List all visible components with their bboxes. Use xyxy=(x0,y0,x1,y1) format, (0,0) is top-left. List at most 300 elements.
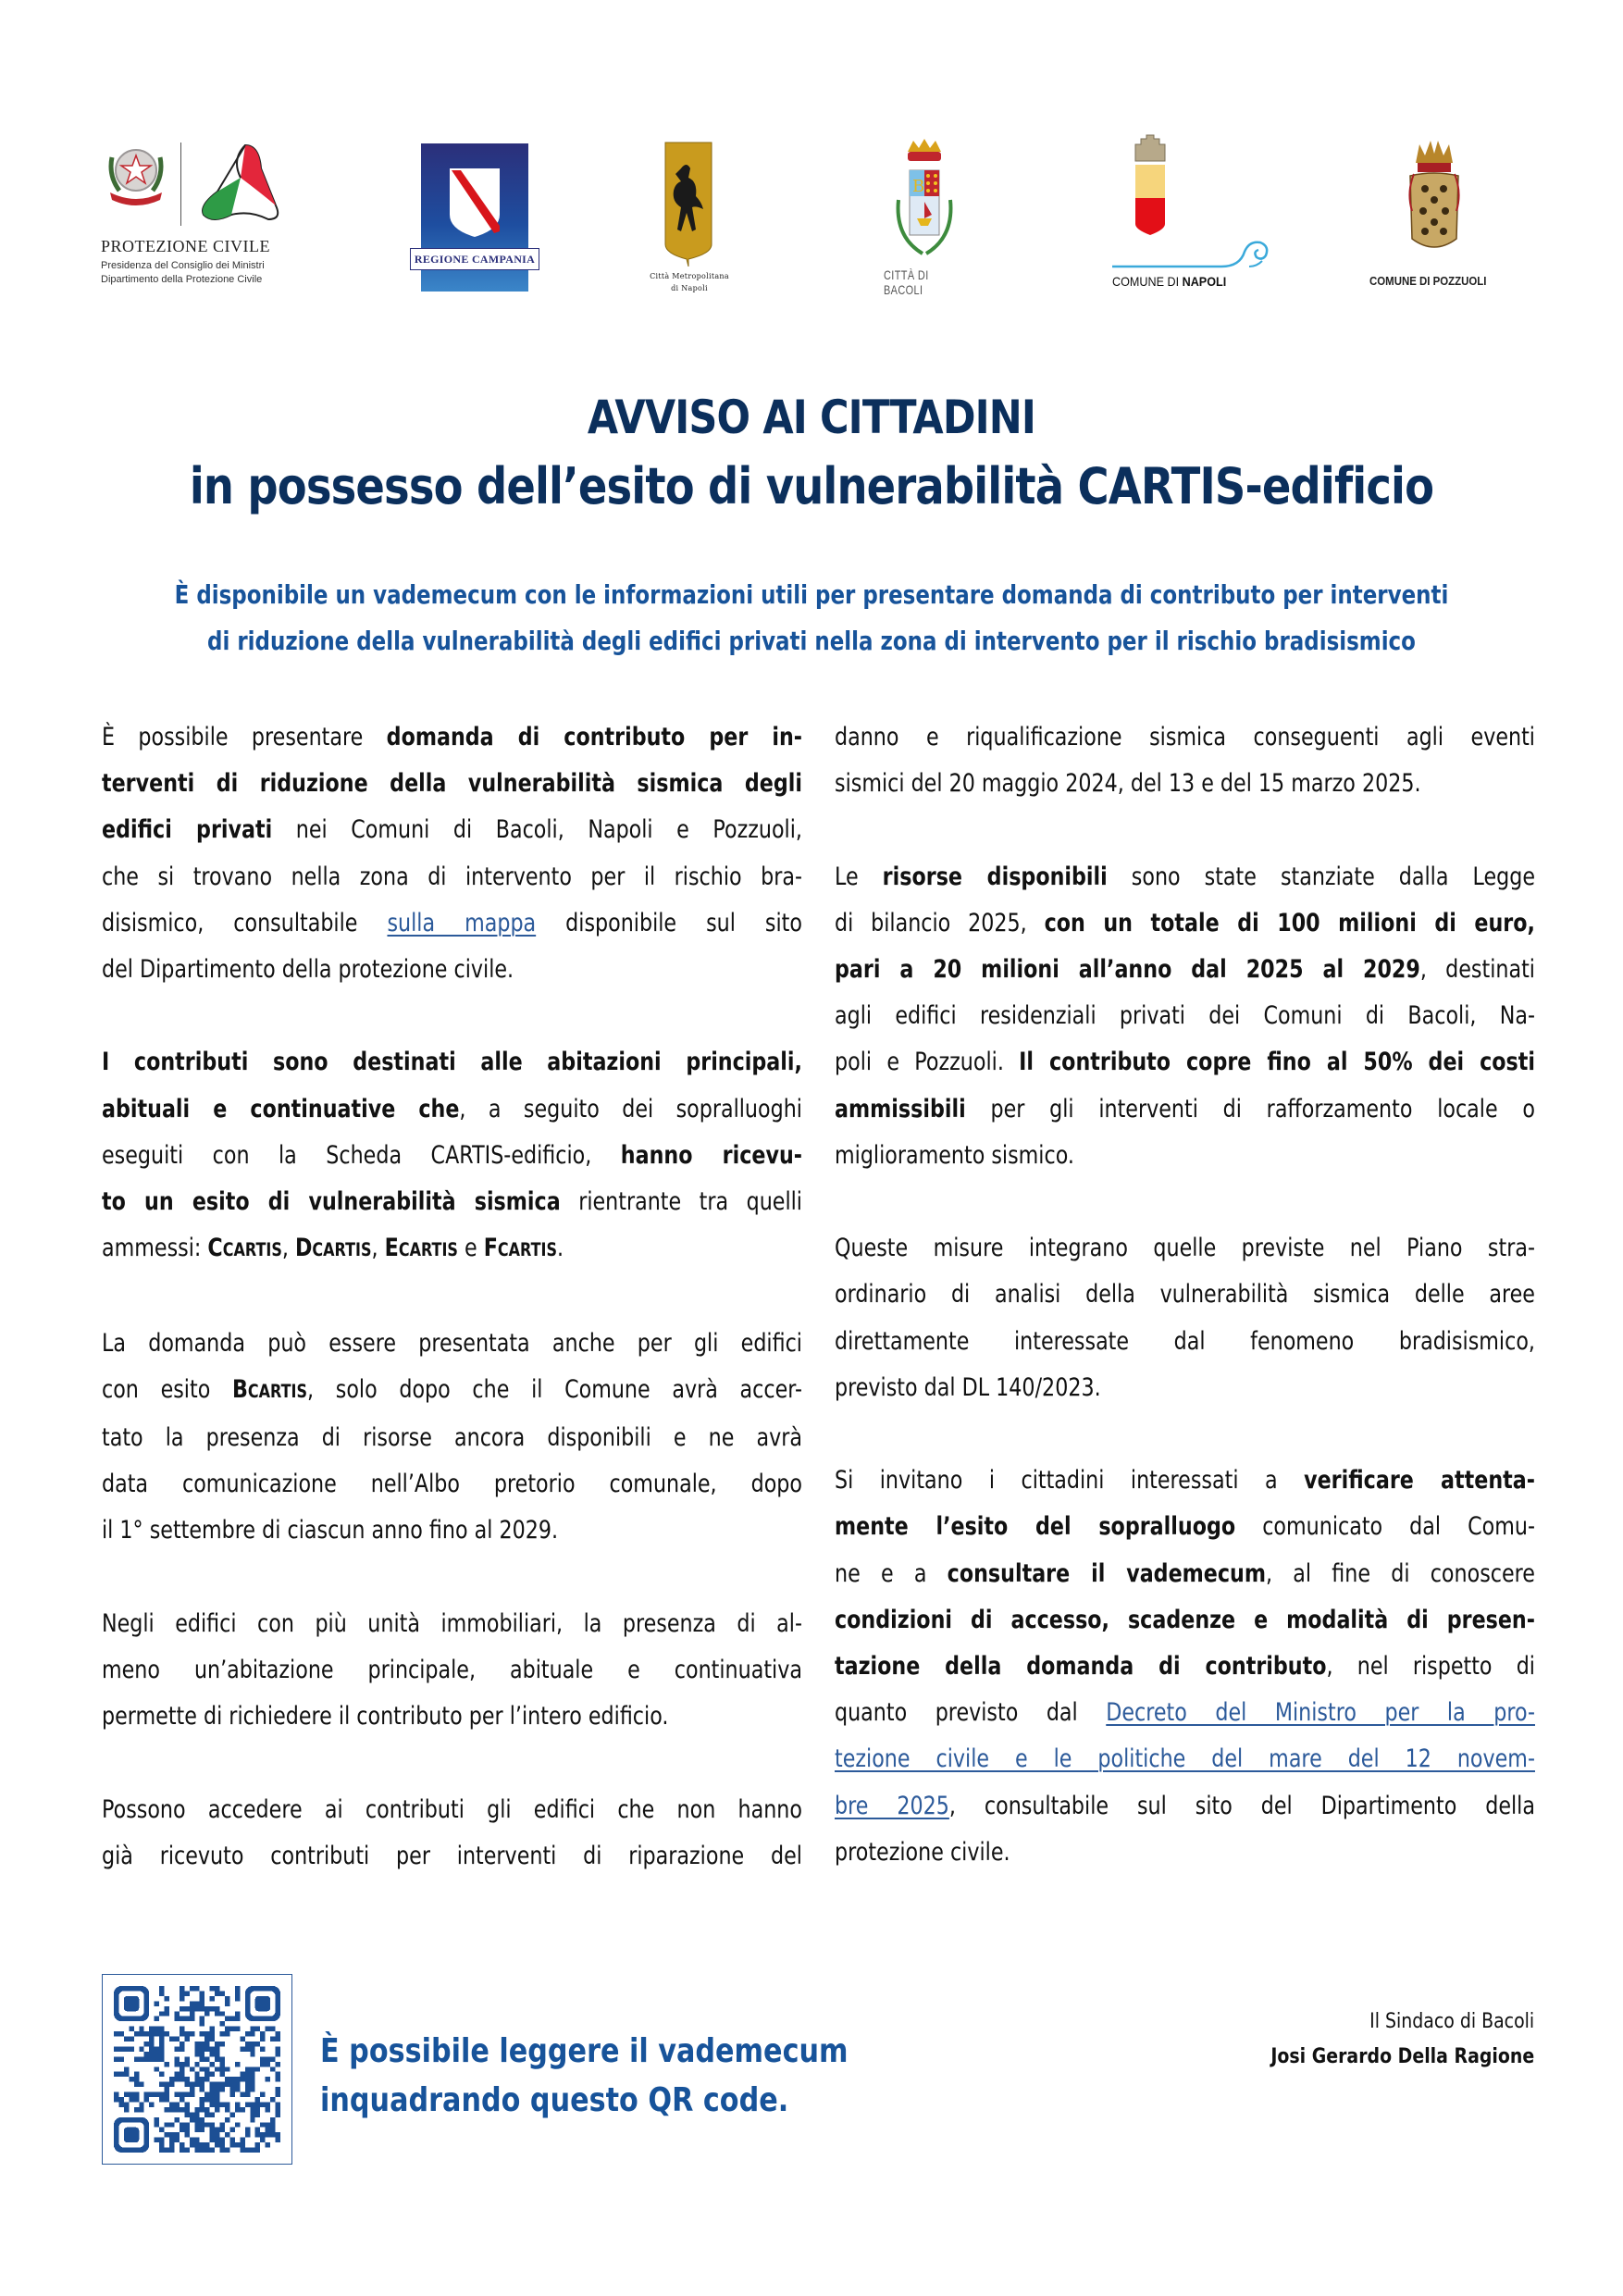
right-column xyxy=(835,714,1535,1922)
text-line: meno un’abitazione principale, abituale e continuativa xyxy=(102,1656,802,1685)
regione-campania-logo xyxy=(395,130,534,278)
qr-module xyxy=(276,2107,280,2112)
qr-module xyxy=(149,2046,154,2051)
qr-module xyxy=(200,2148,204,2153)
qr-module xyxy=(180,2046,184,2051)
qr-module xyxy=(180,2072,184,2077)
qr-module xyxy=(159,2037,164,2042)
text-line: Queste misure integrano quelle previste nel Piano stra- xyxy=(835,1234,1535,1263)
qr-module xyxy=(235,2062,240,2066)
qr-module xyxy=(250,2052,254,2056)
qr-module xyxy=(194,2001,199,2005)
qr-module xyxy=(155,2017,159,2021)
qr-module xyxy=(210,2031,215,2036)
text: nei Comuni di Bacoli, Napoli e Pozzuoli, xyxy=(272,815,802,845)
qr-module xyxy=(174,2037,179,2042)
bold-text: con un totale di 100 milioni di euro, xyxy=(1044,908,1535,937)
qr-module xyxy=(215,2052,219,2056)
qr-module xyxy=(225,2077,229,2081)
text-line: tato la presenza di risorse ancora disponibili e ne avrà xyxy=(102,1423,802,1453)
qr-module xyxy=(250,2077,254,2081)
napoli-crest-icon xyxy=(1132,133,1169,237)
protezione-civile-title: PROTEZIONE CIVILE xyxy=(101,237,270,255)
map-link[interactable]: sulla mappa xyxy=(387,908,537,937)
qr-module xyxy=(266,2102,270,2106)
page-title: AVVISO AI CITTADINI xyxy=(587,391,1036,444)
qr-module xyxy=(114,2097,118,2102)
class-f-cartis xyxy=(484,1234,557,1262)
qr-module xyxy=(184,2132,189,2137)
qr-module xyxy=(204,2142,209,2147)
qr-module xyxy=(180,2031,184,2036)
qr-module xyxy=(210,2062,215,2066)
qr-module xyxy=(194,2006,199,2011)
comune-di-pozzuoli-logo xyxy=(1369,130,1527,296)
qr-module xyxy=(159,2027,164,2031)
qr-module xyxy=(210,2128,215,2132)
qr-module xyxy=(220,2031,225,2036)
qr-module xyxy=(260,2046,265,2051)
qr-module xyxy=(159,2082,164,2087)
text-line: permette di richiedere il contributo per l’intero edificio. xyxy=(102,1702,669,1731)
qr-module xyxy=(159,2092,164,2097)
qr-module xyxy=(159,2128,164,2132)
text: che si trovano nella zona di intervento per il rischio bra- xyxy=(102,862,802,891)
qr-module xyxy=(276,2087,280,2091)
qr-module xyxy=(255,2128,260,2132)
qr-module xyxy=(194,2122,199,2127)
qr-module xyxy=(165,2132,169,2137)
qr-module xyxy=(174,2107,179,2112)
protezione-civile-tricolor-icon xyxy=(194,141,296,229)
qr-module xyxy=(215,1986,219,1991)
text: protezione civile. xyxy=(835,1837,1010,1867)
text-line: il 1° settembre di ciascun anno fino al 2029. xyxy=(102,1516,559,1545)
qr-module xyxy=(220,2122,225,2127)
qr-module xyxy=(215,2128,219,2132)
qr-module xyxy=(194,2077,199,2081)
text: , consultabile sul sito del Dipartimento della xyxy=(948,1791,1535,1820)
qr-module xyxy=(169,2132,174,2137)
qr-module xyxy=(159,2097,164,2102)
qr-module xyxy=(149,2031,154,2036)
qr-module xyxy=(190,2092,194,2097)
qr-module xyxy=(184,2122,189,2127)
bold-text: terventi di riduzione della vulnerabilità sismica degli xyxy=(102,769,802,799)
qr-module xyxy=(200,2021,204,2026)
qr-module xyxy=(204,2037,209,2042)
text: , nel rispetto di xyxy=(1326,1652,1535,1682)
text-line: già ricevuto contributi per interventi di riparazione del xyxy=(102,1841,802,1870)
qr-module xyxy=(260,2122,265,2127)
qr-module xyxy=(184,1991,189,1995)
qr-module xyxy=(174,2017,179,2021)
qr-module xyxy=(169,2122,174,2127)
text-line: Possono accedere ai contributi gli edifici che non hanno xyxy=(102,1794,802,1824)
signature-name: Josi Gerardo Della Ragione xyxy=(1270,2045,1534,2068)
qr-caption-line-1: È possibile leggere il vademecum xyxy=(320,2032,849,2070)
decree-link[interactable]: tezione civile e le politiche del mare del 12 novem- xyxy=(835,1744,1535,1774)
qr-module xyxy=(220,2102,225,2106)
qr-module xyxy=(155,2027,159,2031)
comune-di-pozzuoli-label: COMUNE DI POZZUOLI xyxy=(1369,274,1487,288)
text: sono state stanziate dalla Legge xyxy=(1107,862,1535,891)
citta-di-bacoli-label: CITTÀ DI BACOLI xyxy=(884,267,929,297)
qr-module xyxy=(210,2122,215,2127)
qr-module xyxy=(204,2092,209,2097)
qr-module xyxy=(124,2037,129,2042)
qr-module xyxy=(114,2031,118,2036)
qr-module xyxy=(194,2107,199,2112)
qr-module xyxy=(225,2148,229,2153)
qr-module xyxy=(174,2062,179,2066)
qr-module xyxy=(149,2042,154,2046)
qr-module xyxy=(266,2132,270,2137)
qr-module xyxy=(200,2001,204,2005)
qr-module xyxy=(155,2117,159,2122)
qr-module xyxy=(124,2128,139,2142)
qr-module xyxy=(255,2066,260,2071)
qr-module xyxy=(270,2097,275,2102)
qr-module xyxy=(200,2142,204,2147)
qr-module xyxy=(266,2122,270,2127)
text: comunicato dal Comu- xyxy=(1235,1512,1535,1542)
qr-caption-line-2: inquadrando questo QR code. xyxy=(320,2081,789,2119)
text: , solo dopo che il Comune avrà accer- xyxy=(307,1374,802,1404)
qr-module xyxy=(215,2097,219,2102)
paragraph-eligibility xyxy=(102,714,802,993)
qr-module xyxy=(190,2066,194,2071)
qr-module xyxy=(139,2102,143,2106)
protezione-civile-line2: Dipartimento della Protezione Civile xyxy=(101,274,263,285)
qr-module xyxy=(255,2097,260,2102)
qr-module xyxy=(155,2066,159,2071)
qr-module xyxy=(276,2052,280,2056)
qr-module xyxy=(159,2042,164,2046)
qr-module xyxy=(159,2148,164,2153)
bold-text: edifici privati xyxy=(102,815,273,845)
bold-text: mente l’esito del sopralluogo xyxy=(835,1512,1236,1542)
paragraph-exclusions-part2 xyxy=(835,714,1535,807)
qr-module xyxy=(260,2092,265,2097)
qr-module xyxy=(180,2062,184,2066)
qr-module xyxy=(165,1996,169,2001)
qr-module xyxy=(129,2046,133,2051)
qr-module xyxy=(200,2122,204,2127)
qr-module xyxy=(200,2117,204,2122)
paragraph-bcartis xyxy=(102,1321,802,1555)
qr-module xyxy=(184,2031,189,2036)
qr-module xyxy=(174,2102,179,2106)
qr-module xyxy=(235,2017,240,2021)
citta-metropolitana-label xyxy=(638,270,740,294)
qr-module xyxy=(180,2142,184,2147)
qr-module xyxy=(220,2148,225,2153)
qr-module xyxy=(165,2122,169,2127)
qr-module xyxy=(210,2006,215,2011)
qr-module xyxy=(270,2027,275,2031)
qr-module xyxy=(210,2072,215,2077)
qr-module xyxy=(245,2072,250,2077)
qr-module xyxy=(220,2087,225,2091)
class-b-cartis xyxy=(232,1375,307,1404)
qr-module xyxy=(169,2107,174,2112)
qr-module xyxy=(240,2046,244,2051)
qr-module xyxy=(204,2148,209,2153)
class-letter: C xyxy=(207,1234,223,1263)
qr-module xyxy=(200,2006,204,2011)
qr-module xyxy=(129,2092,133,2097)
protezione-civile-line1: Presidenza del Consiglio dei Ministri xyxy=(101,260,265,271)
qr-module xyxy=(180,2092,184,2097)
qr-module xyxy=(159,2046,164,2051)
qr-module xyxy=(215,2138,219,2142)
text: , a seguito dei sopralluoghi xyxy=(459,1094,802,1123)
qr-module xyxy=(169,2142,174,2147)
qr-module xyxy=(260,2132,265,2137)
qr-module xyxy=(250,2066,254,2071)
text: È possibile presentare xyxy=(102,723,387,751)
qr-module xyxy=(245,2066,250,2071)
qr-module xyxy=(144,2097,149,2102)
qr-module xyxy=(169,2148,174,2153)
qr-module xyxy=(184,2148,189,2153)
qr-module xyxy=(165,2031,169,2036)
qr-module xyxy=(225,2082,229,2087)
qr-module xyxy=(245,2077,250,2081)
qr-module xyxy=(174,2072,179,2077)
qr-module xyxy=(155,2031,159,2036)
qr-module xyxy=(149,2056,154,2061)
intro-line-1: È disponibile un vademecum con le informazioni utili per presentare domanda di contributo per interventi xyxy=(174,579,1449,610)
qr-module xyxy=(215,2082,219,2087)
qr-module xyxy=(118,2097,123,2102)
qr-module xyxy=(229,2082,234,2087)
qr-module xyxy=(210,2092,215,2097)
class-suffix: CARTIS xyxy=(222,1239,282,1261)
qr-module xyxy=(250,2087,254,2091)
class-letter: D xyxy=(294,1234,313,1263)
qr-module xyxy=(129,2097,133,2102)
qr-module xyxy=(266,2128,270,2132)
qr-module xyxy=(180,2017,184,2021)
qr-code-icon[interactable] xyxy=(114,1986,280,2153)
text: eseguiti con la Scheda CARTIS-edificio, xyxy=(102,1140,621,1170)
qr-module xyxy=(200,2077,204,2081)
qr-module xyxy=(210,2112,215,2116)
text: quanto previsto dal xyxy=(835,1698,1107,1728)
qr-module xyxy=(229,2138,234,2142)
qr-module xyxy=(184,2006,189,2011)
qr-module xyxy=(220,2082,225,2087)
qr-module xyxy=(159,2072,164,2077)
qr-module xyxy=(118,2102,123,2106)
qr-module xyxy=(174,2056,179,2061)
qr-module xyxy=(139,2107,143,2112)
qr-module xyxy=(200,2097,204,2102)
text-line: Negli edifici con più unità immobiliari, la presenza di al- xyxy=(102,1608,802,1638)
qr-module xyxy=(245,2046,250,2051)
qr-module xyxy=(215,2056,219,2061)
qr-module xyxy=(276,2072,280,2077)
qr-module xyxy=(260,2102,265,2106)
decree-link[interactable]: bre 2025 xyxy=(835,1791,949,1820)
qr-module xyxy=(184,2056,189,2061)
bold-text: domanda di contributo per in- xyxy=(386,723,802,751)
qr-module xyxy=(225,1996,229,2001)
qr-module xyxy=(225,2102,229,2106)
text-line: ordinario di analisi della vulnerabilità sismica delle aree xyxy=(835,1280,1535,1309)
qr-module xyxy=(184,2077,189,2081)
bold-text: hanno ricevu- xyxy=(620,1140,802,1170)
qr-module xyxy=(180,2066,184,2071)
qr-module xyxy=(129,2077,133,2081)
qr-module xyxy=(210,2037,215,2042)
qr-module xyxy=(200,2087,204,2091)
text: disismico, consultabile xyxy=(102,908,388,937)
qr-module xyxy=(180,2042,184,2046)
qr-module xyxy=(155,2122,159,2127)
qr-module xyxy=(184,2107,189,2112)
class-c-cartis xyxy=(207,1234,281,1262)
qr-module xyxy=(225,2001,229,2005)
class-d-cartis xyxy=(295,1234,372,1262)
qr-module xyxy=(180,2077,184,2081)
qr-module xyxy=(220,2011,225,2016)
qr-module xyxy=(240,2092,244,2097)
qr-module xyxy=(124,1996,139,2011)
qr-module xyxy=(190,2117,194,2122)
qr-module xyxy=(250,2107,254,2112)
qr-module xyxy=(235,2107,240,2112)
qr-module xyxy=(165,2107,169,2112)
page-subtitle-heading: in possesso dell’esito di vulnerabilità CARTIS-edificio xyxy=(189,457,1434,515)
qr-module xyxy=(260,2037,265,2042)
bold-text: Il contributo copre fino al 50% dei costi xyxy=(1019,1048,1535,1077)
qr-module xyxy=(260,2062,265,2066)
bold-text: pari a 20 milioni all’anno dal 2025 al 2029 xyxy=(835,955,1420,984)
qr-module xyxy=(270,2128,275,2132)
qr-module xyxy=(229,2142,234,2147)
qr-module xyxy=(210,2138,215,2142)
qr-module xyxy=(184,2112,189,2116)
bold-text: condizioni di accesso, scadenze e modalità di presen- xyxy=(835,1605,1535,1634)
qr-module xyxy=(124,2102,129,2106)
qr-module xyxy=(255,2142,260,2147)
qr-module xyxy=(210,2097,215,2102)
text-line: sismici del 20 maggio 2024, del 13 e del 15 marzo 2025. xyxy=(835,769,1421,799)
qr-module xyxy=(225,2027,229,2031)
qr-module xyxy=(210,1986,215,1991)
qr-module xyxy=(255,2042,260,2046)
qr-module xyxy=(155,2056,159,2061)
qr-module xyxy=(215,2042,219,2046)
qr-module xyxy=(204,2031,209,2036)
qr-module xyxy=(215,2046,219,2051)
bold-text: ammissibili xyxy=(835,1094,966,1123)
qr-module xyxy=(235,2142,240,2147)
qr-module xyxy=(194,1986,199,1991)
qr-module xyxy=(200,2082,204,2087)
qr-module xyxy=(235,2011,240,2016)
qr-module xyxy=(204,2072,209,2077)
qr-module xyxy=(240,2037,244,2042)
qr-module xyxy=(165,2011,169,2016)
text: ammessi: xyxy=(102,1234,208,1263)
paragraph-exclusions-part1 xyxy=(102,1787,802,1880)
qr-module xyxy=(250,2148,254,2153)
qr-module xyxy=(204,2122,209,2127)
qr-module xyxy=(245,2128,250,2132)
bold-text: abituali e continuative che xyxy=(102,1094,460,1123)
qr-module xyxy=(220,2021,225,2026)
qr-module xyxy=(266,2056,270,2061)
qr-module xyxy=(129,2037,133,2042)
qr-module xyxy=(165,2082,169,2087)
qr-module xyxy=(200,2066,204,2071)
qr-module xyxy=(255,2107,260,2112)
qr-module xyxy=(169,2077,174,2081)
qr-module xyxy=(250,2117,254,2122)
paragraph-resources xyxy=(835,854,1535,1179)
qr-module xyxy=(200,1991,204,1995)
text: , destinati xyxy=(1419,955,1535,984)
qr-module xyxy=(174,2046,179,2051)
qr-module xyxy=(165,2006,169,2011)
citta-metropolitana-line1: Città Metropolitana xyxy=(650,272,729,280)
decree-link[interactable]: Decreto del Ministro per la pro- xyxy=(1106,1698,1535,1728)
qr-module xyxy=(159,1991,164,1995)
class-suffix: CARTIS xyxy=(398,1239,458,1261)
qr-module xyxy=(194,2128,199,2132)
qr-module xyxy=(159,2052,164,2056)
qr-module xyxy=(276,2112,280,2116)
qr-module xyxy=(190,1986,194,1991)
left-column xyxy=(102,714,802,1926)
qr-module xyxy=(165,2092,169,2097)
qr-module xyxy=(220,2072,225,2077)
qr-module xyxy=(229,2128,234,2132)
qr-module xyxy=(235,2077,240,2081)
qr-module xyxy=(210,2102,215,2106)
qr-module xyxy=(118,2046,123,2051)
text: Le xyxy=(835,862,883,891)
qr-module xyxy=(229,2112,234,2116)
qr-module xyxy=(180,2128,184,2132)
qr-module xyxy=(194,2148,199,2153)
comune-di-napoli-label xyxy=(1112,274,1226,289)
qr-module xyxy=(276,2132,280,2137)
qr-module xyxy=(255,2102,260,2106)
qr-code-frame[interactable] xyxy=(102,1974,292,2165)
qr-module xyxy=(240,2142,244,2147)
qr-module xyxy=(235,2122,240,2127)
class-letter: E xyxy=(384,1234,399,1263)
qr-module xyxy=(215,2142,219,2147)
qr-module xyxy=(235,2027,240,2031)
qr-module xyxy=(139,2031,143,2036)
qr-module xyxy=(260,2056,265,2061)
qr-module xyxy=(165,2062,169,2066)
qr-module xyxy=(144,2052,149,2056)
qr-module xyxy=(190,2112,194,2116)
qr-module xyxy=(169,2102,174,2106)
qr-module xyxy=(240,2077,244,2081)
qr-module xyxy=(266,2107,270,2112)
qr-module xyxy=(174,2117,179,2122)
qr-module xyxy=(144,2056,149,2061)
citta-metropolitana-logo xyxy=(638,130,750,296)
